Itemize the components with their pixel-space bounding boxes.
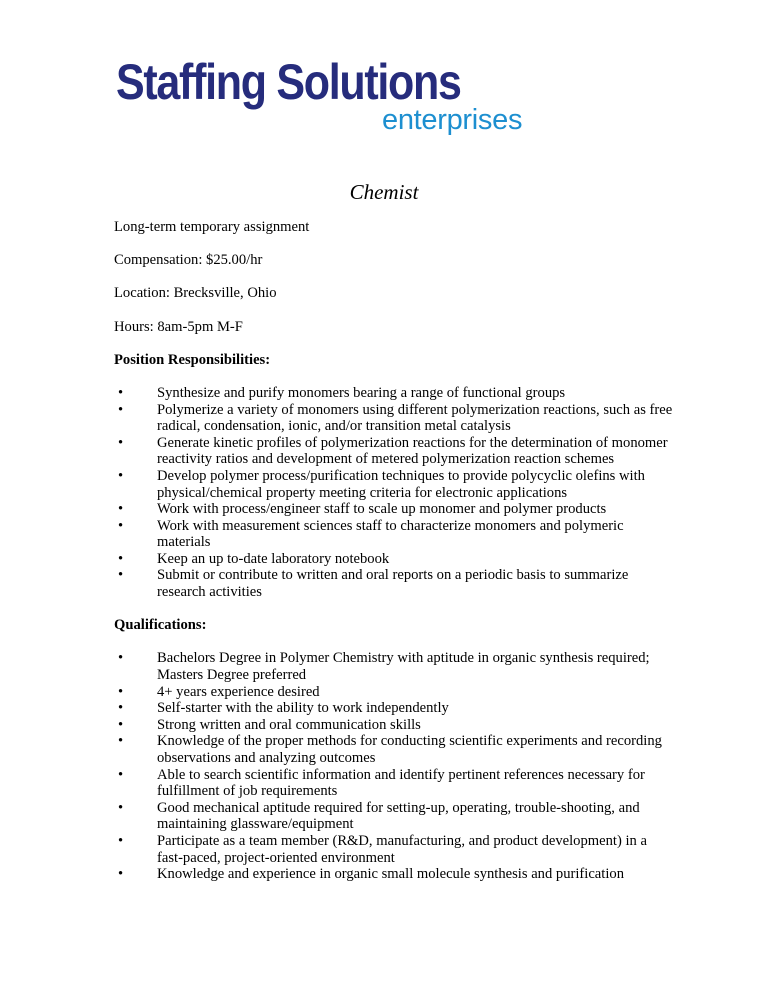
hours: Hours: 8am-5pm M-F	[114, 318, 243, 335]
assignment-type: Long-term temporary assignment	[114, 219, 310, 235]
list-item: • Strong written and oral communication skills	[114, 717, 674, 734]
list-item: • Knowledge and experience in organic small molecule synthesis and purification	[114, 866, 674, 883]
logo-sub-text: enterprises	[382, 104, 523, 136]
list-item: • Keep an up to-date laboratory notebook	[114, 551, 674, 568]
logo-main-text: Staffing Solutions	[116, 54, 461, 110]
list-item: • Self-starter with the ability to work independently	[114, 700, 674, 717]
list-item: • Generate kinetic profiles of polymerization reactions for the determination of monomer reactivity ratios and development of metered polymerization reaction schemes	[114, 435, 674, 468]
job-posting-body	[114, 219, 674, 899]
list-item: • Good mechanical aptitude required for setting-up, operating, trouble-shooting, and maintaining glassware/equipment	[114, 800, 674, 833]
qualifications-heading: Qualifications:	[114, 617, 207, 634]
location: Location: Brecksville, Ohio	[114, 285, 277, 302]
qualifications-list	[114, 650, 674, 882]
list-item: • Synthesize and purify monomers bearing a range of functional groups	[114, 385, 674, 402]
list-item: • Work with process/engineer staff to scale up monomer and polymer products	[114, 501, 674, 518]
list-item: • Participate as a team member (R&D, manufacturing, and product development) in a fast-paced, project-oriented environment	[114, 833, 674, 866]
list-item: • Polymerize a variety of monomers using different polymerization reactions, such as free radical, condensation, ionic, and/or transition metal catalysis	[114, 402, 674, 435]
responsibilities-list	[114, 385, 674, 601]
compensation: Compensation: $25.00/hr	[114, 252, 263, 269]
list-item: • Submit or contribute to written and oral reports on a periodic basis to summarize research activities	[114, 567, 674, 600]
list-item: • Knowledge of the proper methods for conducting scientific experiments and recording observations and analyzing outcomes	[114, 733, 674, 766]
list-item: • Bachelors Degree in Polymer Chemistry with aptitude in organic synthesis required; Masters Degree preferred	[114, 650, 674, 683]
list-item: • Develop polymer process/purification techniques to provide polycyclic olefins with physical/chemical property meeting criteria for electronic applications	[114, 468, 674, 501]
list-item: • 4+ years experience desired	[114, 684, 674, 701]
job-title: Chemist	[349, 180, 419, 204]
list-item: • Work with measurement sciences staff to characterize monomers and polymeric materials	[114, 518, 674, 551]
company-logo	[116, 54, 536, 140]
list-item: • Able to search scientific information and identify pertinent references necessary for fulfillment of job requirements	[114, 767, 674, 800]
responsibilities-heading: Position Responsibilities:	[114, 351, 271, 368]
